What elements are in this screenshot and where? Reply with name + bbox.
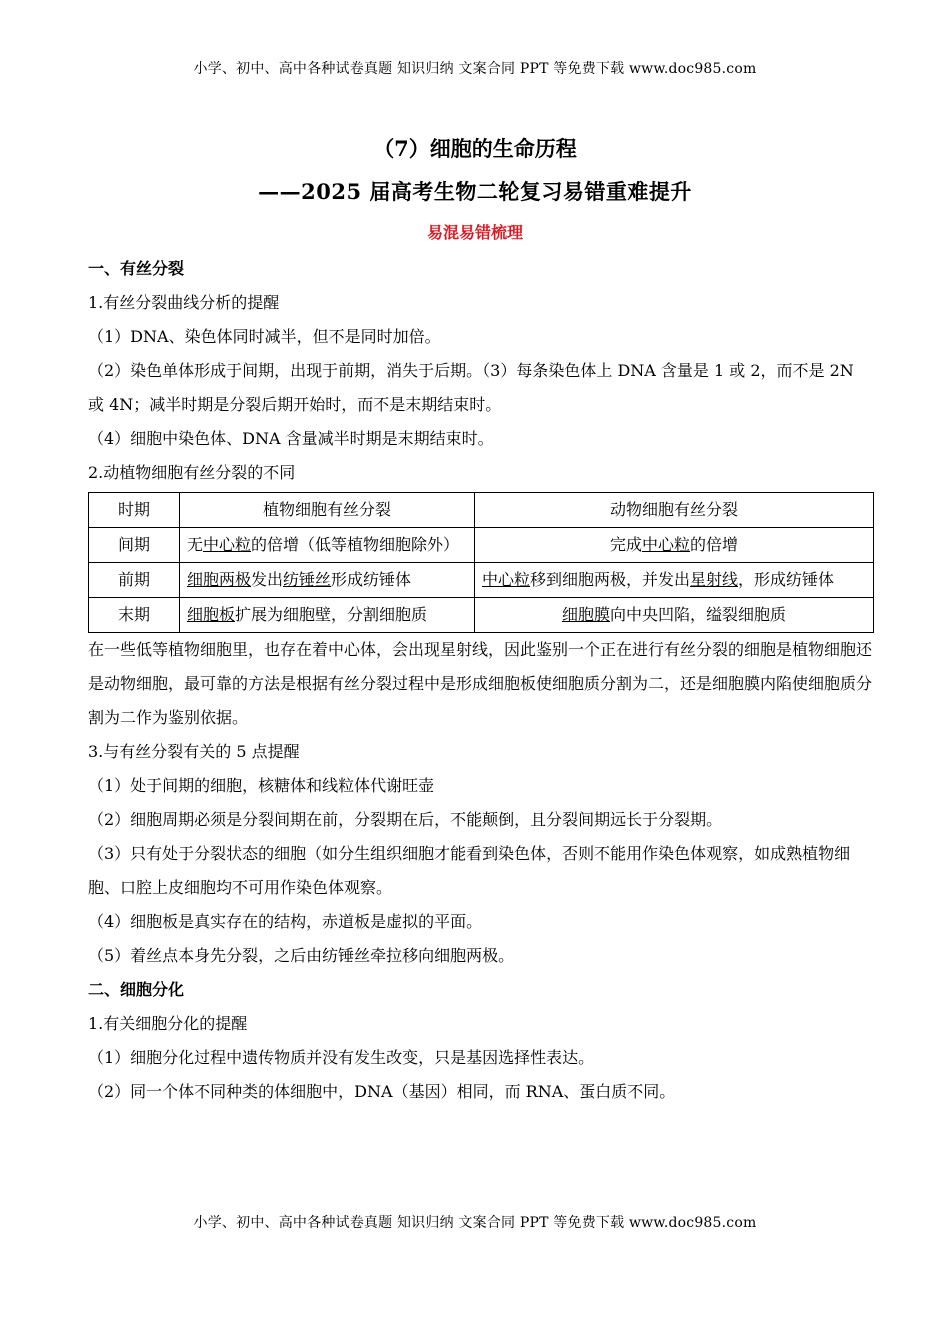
list-item: （1）DNA、染色体同时减半，但不是同时加倍。 [88,327,441,346]
table-cell-animal: 细胞膜向中央凹陷，缢裂细胞质 [475,598,874,633]
list-item: （1）处于间期的细胞，核糖体和线粒体代谢旺壶 [88,776,435,795]
subsection-title: 1.有关细胞分化的提醒 [88,1014,248,1033]
table-header-row [89,493,874,528]
table-cell-stage: 末期 [89,598,180,633]
table-cell-animal: 中心粒移到细胞两极，并发出星射线，形成纺锤体 [475,563,874,598]
list-item: （5）着丝点本身先分裂，之后由纺锤丝牵拉移向细胞两极。 [88,946,515,965]
list-item: （2）细胞周期必须是分裂间期在前，分裂期在后，不能颠倒，且分裂间期远长于分裂期。 [88,810,723,829]
table-cell-plant: 无中心粒的倍增（低等植物细胞除外） [180,528,475,563]
table-row [89,598,874,633]
table-row [89,528,874,563]
footer-banner: 小学、初中、高中各种试卷真题 知识归纳 文案合同 PPT 等免费下载 www.doc985.com [193,1215,757,1231]
comparison-table [88,492,874,633]
table-cell-stage: 前期 [89,563,180,598]
table-cell-animal: 完成中心粒的倍增 [475,528,874,563]
note-paragraph: 在一些低等植物细胞里，也存在着中心体，会出现星射线，因此鉴别一个正在进行有丝分裂的细胞是植物细胞还是动物细胞，最可靠的方法是根据有丝分裂过程中是形成细胞板使细胞质分割为二，还是细胞膜内陷使细胞质分割为二作为鉴别依据。 [88,640,873,727]
table-row [89,563,874,598]
list-item: （2）染色单体形成于间期，出现于前期，消失于后期。（3）每条染色体上 DNA 含量是 1 或 2，而不是 2N 或 4N；减半时期是分裂后期开始时，而不是末期结束时。 [88,361,854,414]
subsection-title: 3.与有丝分裂有关的 5 点提醒 [88,742,300,761]
list-item: （4）细胞中染色体、DNA 含量减半时期是末期结束时。 [88,429,494,448]
list-item: （2）同一个体不同种类的体细胞中，DNA（基因）相同，而 RNA、蛋白质不同。 [88,1082,676,1101]
header-banner: 小学、初中、高中各种试卷真题 知识归纳 文案合同 PPT 等免费下载 www.doc985.com [193,61,757,77]
table-header-cell: 动物细胞有丝分裂 [475,493,874,528]
subsection-title: 1.有丝分裂曲线分析的提醒 [88,293,280,312]
list-item: （4）细胞板是真实存在的结构，赤道板是虚拟的平面。 [88,912,483,931]
page-subtitle-line: ——2025 届高考生物二轮复习易错重难提升 [258,179,692,204]
table-header-cell: 时期 [89,493,180,528]
section-heading: 一、有丝分裂 [88,259,185,278]
page-title: （7）细胞的生命历程 [373,136,577,161]
table-cell-plant: 细胞两极发出纺锤丝形成纺锤体 [180,563,475,598]
table-cell-stage: 间期 [89,528,180,563]
section-heading: 二、细胞分化 [88,980,185,999]
main-content [88,252,874,1109]
list-item: （1）细胞分化过程中遗传物质并没有发生改变，只是基因选择性表达。 [88,1048,595,1067]
subsection-title: 2.动植物细胞有丝分裂的不同 [88,463,296,482]
section-label: 易混易错梳理 [426,223,523,242]
list-item: （3）只有处于分裂状态的细胞（如分生组织细胞才能看到染色体，否则不能用作染色体观察，如成熟植物细胞、口腔上皮细胞均不可用作染色体观察。 [88,844,851,897]
table-cell-plant: 细胞板扩展为细胞壁，分割细胞质 [180,598,475,633]
table-header-cell: 植物细胞有丝分裂 [180,493,475,528]
